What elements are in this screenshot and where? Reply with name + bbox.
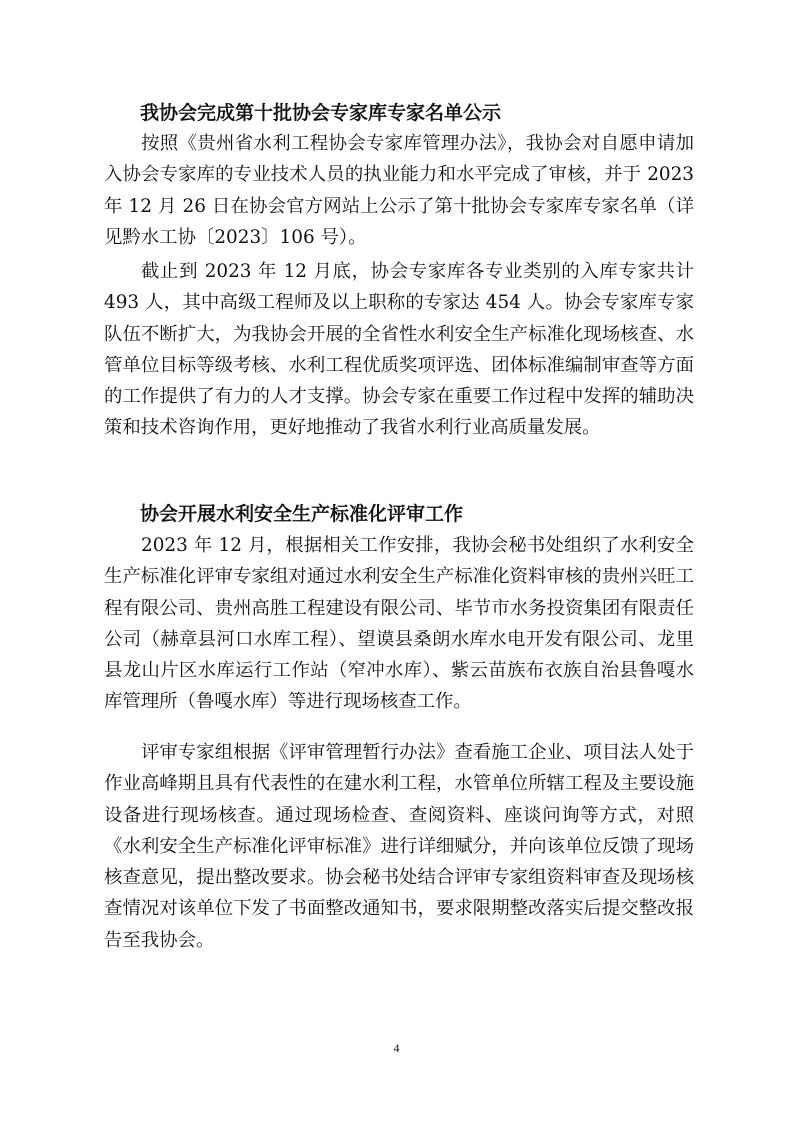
paragraph-review-organization: 2023 年 12 月，根据相关工作安排，我协会秘书处组织了水利安全生产标准化评审专家组对通过水利安全生产标准化资料审核的贵州兴旺工程有限公司、贵州高胜工程建设有限公司、毕节市水务投资集团有限责任公司（赫章县河口水库工程）、望谟县桑朗水库水电开发有限公司、龙里县龙山片区水库运行工作站（窄冲水库）、紫云苗族布衣族自治县鲁嘎水库管理所（鲁嘎水库）等进行现场核查工作。 xyxy=(104,535,694,713)
paragraph-expert-list-announcement: 按照《贵州省水利工程协会专家库管理办法》，我协会对自愿申请加入协会专家库的专业技术人员的执业能力和水平完成了审核，并于 2023 年 12 月 26 日在协会官方网站上公示了第十批协会专家库专家名单（详见黔水工协〔2023〕106 号）。 xyxy=(104,133,694,248)
paragraph-expert-statistics: 截止到 2023 年 12 月底，协会专家库各专业类别的入库专家共计 493 人，其中高级工程师及以上职称的专家达 454 人。协会专家库专家队伍不断扩大，为我协会开展的全省性水利安全生产标准化现场核查、水管单位目标等级考核、水利工程优质奖项评选、团体标准编制审查等方面的工作提供了有力的人才支撑。协会专家在重要工作过程中发挥的辅助决策和技术咨询作用，更好地推动了我省水利行业高质量发展。 xyxy=(104,261,694,439)
page-number: 4 xyxy=(393,1041,400,1055)
paragraph-review-process: 评审专家组根据《评审管理暂行办法》查看施工企业、项目法人处于作业高峰期且具有代表性的在建水利工程，水管单位所辖工程及主要设施设备进行现场核查。通过现场检查、查阅资料、座谈问询等方式，对照《水利安全生产标准化评审标准》进行详细赋分，并向该单位反馈了现场核查意见，提出整改要求。协会秘书处结合评审专家组资料审查及现场核查情况对该单位下发了书面整改通知书，要求限期整改落实后提交整改报告至我协会。 xyxy=(104,742,694,951)
section-title-expert-list: 我协会完成第十批协会专家库专家名单公示 xyxy=(140,102,502,124)
section-title-safety-review: 协会开展水利安全生产标准化评审工作 xyxy=(140,503,464,525)
